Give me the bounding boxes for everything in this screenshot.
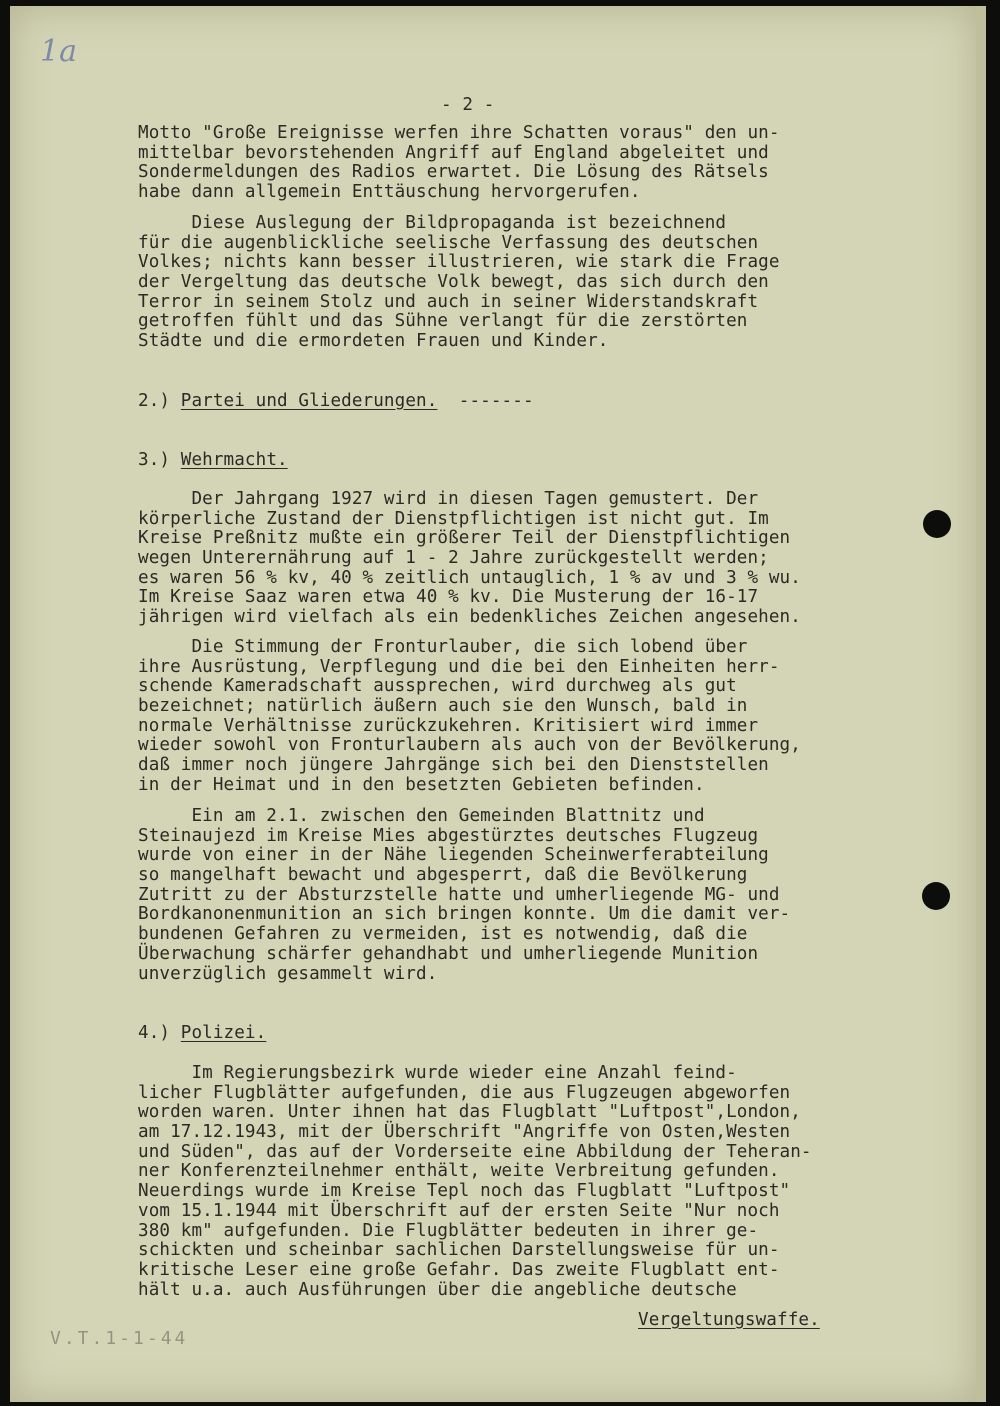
page-number: - 2 - bbox=[441, 95, 495, 115]
text-line: wurde von einer in der Nähe liegenden Scheinwerferabteilung bbox=[138, 845, 769, 866]
text-line: getroffen fühlt und das Sühne verlangt für die zerstörten bbox=[138, 311, 748, 332]
punch-hole-bottom bbox=[922, 882, 950, 910]
text-line: daß immer noch jüngere Jahrgänge sich bei den Dienststellen bbox=[138, 755, 769, 776]
paragraph-6 bbox=[138, 1064, 812, 1300]
text-line: es waren 56 % kv, 40 % zeitlich untauglich, 1 % av und 3 % wu. bbox=[138, 567, 801, 588]
catchword: Vergeltungswaffe. bbox=[638, 1310, 820, 1330]
text-line: Überwachung schärfer gehandhabt und umherliegende Munition bbox=[138, 943, 759, 964]
text-line: Im Kreise Saaz waren etwa 40 % kv. Die Musterung der 16-17 bbox=[138, 587, 759, 608]
text-line: Im Regierungsbezirk wurde wieder eine Anzahl feind- bbox=[138, 1063, 737, 1083]
text-line: wieder sowohl von Fronturlaubern als auch von der Bevölkerung, bbox=[138, 735, 801, 756]
text-line: ihre Ausrüstung, Verpflegung und die bei den Einheiten herr- bbox=[138, 656, 780, 677]
text-line: unverzüglich gesammelt wird. bbox=[138, 963, 438, 984]
text-line: jährigen wird vielfach als ein bedenkliches Zeichen angesehen. bbox=[138, 607, 801, 628]
text-line: bundenen Gefahren zu vermeiden, ist es notwendig, daß die bbox=[138, 924, 748, 945]
section-number: 3.) bbox=[138, 450, 181, 470]
text-line: und Süden", das auf der Vorderseite eine Abbildung der Teheran- bbox=[138, 1141, 812, 1162]
paragraph-1 bbox=[138, 124, 780, 203]
text-line: Zutritt zu der Absturzstelle hatte und umherliegende MG- und bbox=[138, 884, 780, 905]
text-line: der Vergeltung das deutsche Volk bewegt, das sich durch den bbox=[138, 272, 769, 293]
text-line: kritische Leser eine große Gefahr. Das zweite Flugblatt ent- bbox=[138, 1259, 780, 1280]
text-line: licher Flugblätter aufgefunden, die aus Flugzeugen abgeworfen bbox=[138, 1082, 791, 1103]
text-line: Die Stimmung der Fronturlauber, die sich lobend über bbox=[138, 637, 748, 657]
text-line: Der Jahrgang 1927 wird in diesen Tagen gemustert. Der bbox=[138, 489, 759, 509]
section-heading-partei bbox=[138, 392, 534, 412]
text-line: Sondermeldungen des Radios erwartet. Die Lösung des Rätsels bbox=[138, 162, 769, 183]
paragraph-5 bbox=[138, 807, 790, 984]
document-page bbox=[10, 6, 976, 1402]
text-line: bezeichnet; natürlich äußern auch sie den Wunsch, bald in bbox=[138, 696, 748, 717]
text-line: für die augenblickliche seelische Verfassung des deutschen bbox=[138, 232, 759, 253]
text-line: 380 km" aufgefunden. Die Flugblätter bedeuten in ihrer ge- bbox=[138, 1220, 759, 1241]
text-line: körperliche Zustand der Dienstpflichtigen ist nicht gut. Im bbox=[138, 508, 769, 529]
text-line: Diese Auslegung der Bildpropaganda ist bezeichnend bbox=[138, 213, 727, 233]
text-line: Ein am 2.1. zwischen den Gemeinden Blattnitz und bbox=[138, 806, 705, 826]
text-line: vom 15.1.1944 mit Überschrift auf der ersten Seite "Nur noch bbox=[138, 1200, 780, 1221]
text-line: Steinaujezd im Kreise Mies abgestürztes deutsches Flugzeug bbox=[138, 825, 759, 846]
section-heading-wehrmacht bbox=[138, 451, 288, 471]
paragraph-4 bbox=[138, 638, 801, 796]
text-line: wegen Unterernährung auf 1 - 2 Jahre zurückgestellt werden; bbox=[138, 548, 769, 569]
text-line: schickten und scheinbar sachlichen Darstellungsweise für un- bbox=[138, 1240, 780, 1261]
text-line: Kreise Preßnitz mußte ein größerer Teil der Dienstpflichtigen bbox=[138, 528, 791, 549]
section-title: Wehrmacht. bbox=[180, 450, 288, 470]
faded-stamp-mark: V.T.1-1-44 bbox=[50, 1328, 189, 1349]
section-number: 4.) bbox=[138, 1023, 181, 1043]
punch-hole-top bbox=[923, 510, 951, 538]
section-heading-polizei bbox=[138, 1024, 266, 1044]
text-line: am 17.12.1943, mit der Überschrift "Angriffe von Osten,Westen bbox=[138, 1122, 791, 1143]
text-line: Terror in seinem Stolz und auch in seiner Widerstandskraft bbox=[138, 291, 759, 312]
text-line: habe dann allgemein Enttäuschung hervorgerufen. bbox=[138, 182, 641, 203]
text-line: Neuerdings wurde im Kreise Tepl noch das Flugblatt "Luftpost" bbox=[138, 1181, 791, 1202]
text-line: hält u.a. auch Ausführungen über die angebliche deutsche bbox=[138, 1279, 737, 1300]
text-line: schende Kameradschaft aussprechen, wird durchweg als gut bbox=[138, 676, 737, 697]
section-dashes: ------- bbox=[437, 391, 534, 411]
text-line: Städte und die ermordeten Frauen und Kinder. bbox=[138, 331, 609, 352]
text-line: ner Konferenzteilnehmer enthält, weite Verbreitung gefunden. bbox=[138, 1161, 780, 1182]
text-line: Motto "Große Ereignisse werfen ihre Schatten voraus" den un- bbox=[138, 123, 780, 143]
section-title: Polizei. bbox=[180, 1023, 267, 1043]
paragraph-3 bbox=[138, 490, 801, 628]
paragraph-2 bbox=[138, 214, 780, 352]
text-line: so mangelhaft bewacht und abgesperrt, daß die Bevölkerung bbox=[138, 865, 748, 886]
section-title: Partei und Gliederungen. bbox=[180, 391, 438, 411]
text-line: mittelbar bevorstehenden Angriff auf England abgeleitet und bbox=[138, 142, 769, 163]
text-line: normale Verhältnisse zurückzukehren. Kritisiert wird immer bbox=[138, 715, 759, 736]
text-line: worden waren. Unter ihnen hat das Flugblatt "Luftpost",London, bbox=[138, 1102, 801, 1123]
text-line: in der Heimat und in den besetzten Gebieten befinden. bbox=[138, 774, 705, 795]
text-line: Bordkanonenmunition an sich bringen konnte. Um die damit ver- bbox=[138, 904, 791, 925]
handwritten-page-note: 1a bbox=[40, 34, 77, 69]
section-number: 2.) bbox=[138, 391, 181, 411]
text-line: Volkes; nichts kann besser illustrieren, wie stark die Frage bbox=[138, 252, 780, 273]
